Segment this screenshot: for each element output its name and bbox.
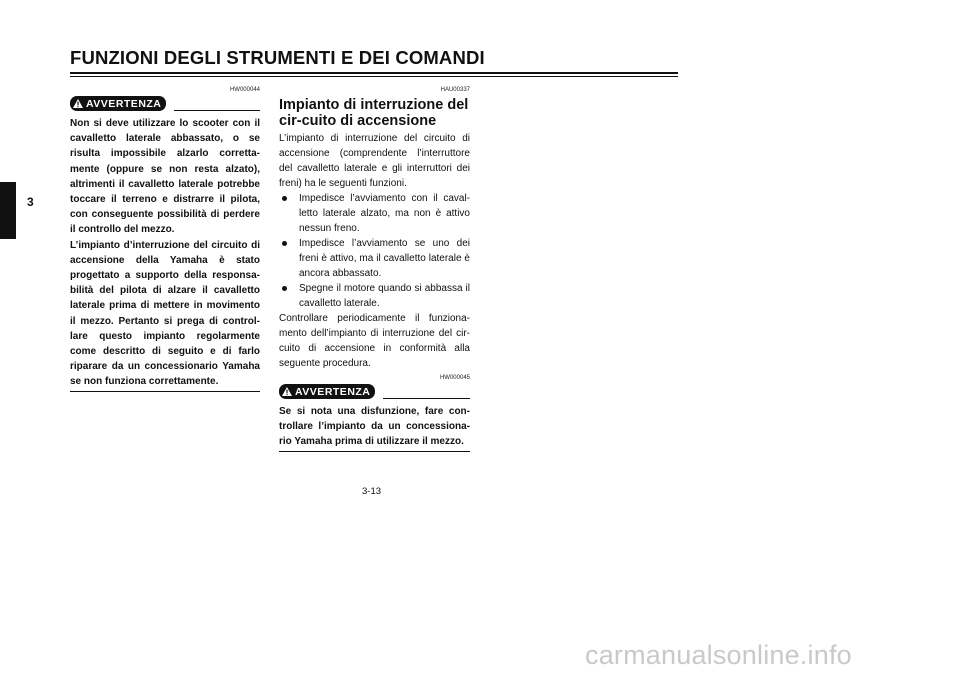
header-rule-thick [70, 72, 678, 74]
function-list [279, 191, 470, 311]
left-warning-paragraph-2: L’impianto d’interruzione del circuito di accensione della Yamaha è stato progettato a supporto della responsa-bilità del pilota di alzare il cavalletto laterale prima di mettere in movimento il mezzo. Pertanto si prega di control-lare questo impianto regolarmente come descritto di seguito e di farlo riparare da un concessionario Yamaha se non funziona correttamente. [70, 239, 260, 388]
right-warning-rule [383, 398, 470, 399]
right-warning-code: HW000045 [439, 375, 470, 381]
left-warning-header [70, 96, 260, 112]
right-warning-paragraph: Se si nota una disfunzione, fare con-trollare l’impianto da un concessiona-rio Yamaha prima di utilizzare il mezzo. [279, 406, 470, 448]
section-title: Impianto di interruzione del cir-cuito di accensione [279, 97, 469, 129]
chapter-tab [0, 182, 16, 239]
list-item-text: Impedisce l’avviamento se uno dei freni è attivo, ma il cavalletto laterale è ancora abbassato. [299, 238, 470, 279]
list-item [279, 281, 470, 311]
chapter-number: 3 [27, 195, 34, 209]
left-warning-label: AVVERTENZA [86, 97, 162, 110]
warning-triangle-icon [73, 99, 83, 108]
list-item-text: Impedisce l’avviamento con il caval-letto laterale alzato, ma non è attivo nessun freno. [299, 193, 470, 234]
right-warning-bottom-rule [279, 451, 470, 452]
header-rule-thin [70, 76, 678, 77]
bullet-icon [282, 196, 287, 201]
bullet-icon [282, 241, 287, 246]
section-outro: Controllare periodicamente il funziona-mento dell’impianto di interruzione del cir-cuito di accensione in conformità alla seguente procedura. [279, 313, 470, 369]
list-item [279, 191, 470, 236]
left-warning-body [70, 116, 260, 390]
page-number: 3-13 [362, 486, 382, 497]
section-code: HAU00337 [440, 87, 470, 93]
section-intro: L’impianto di interruzione del circuito di accensione (comprendente l’interruttore del cavalletto laterale e gli interruttori dei freni) ha le seguenti funzioni. [279, 133, 470, 189]
left-column [70, 86, 260, 392]
left-warning-badge [70, 96, 166, 111]
right-warning-badge [279, 384, 375, 399]
right-warning-header [279, 384, 470, 400]
list-item [279, 236, 470, 281]
page-header-title: FUNZIONI DEGLI STRUMENTI E DEI COMANDI [70, 47, 485, 68]
left-warning-rule [174, 110, 260, 111]
left-warning-paragraph-1: Non si deve utilizzare lo scooter con il cavalletto laterale abbassato, o se risulta impossibile alzarlo corretta-mente (oppure se non resta alzato), altrimenti il cavalletto laterale potrebbe toccare il terreno e distrarre il pilota, con conseguente possibilità di perdere il controllo del mezzo. [70, 118, 260, 236]
right-warning-label: AVVERTENZA [295, 385, 371, 398]
left-warning-bottom-rule [70, 391, 260, 392]
right-warning-body [279, 404, 470, 450]
left-warning-code: HW000044 [229, 87, 260, 93]
bullet-icon [282, 286, 287, 291]
right-column [279, 86, 470, 452]
list-item-text: Spegne il motore quando si abbassa il cavalletto laterale. [299, 283, 470, 309]
watermark: carmanualsonline.info [585, 640, 852, 670]
warning-triangle-icon [282, 387, 292, 396]
